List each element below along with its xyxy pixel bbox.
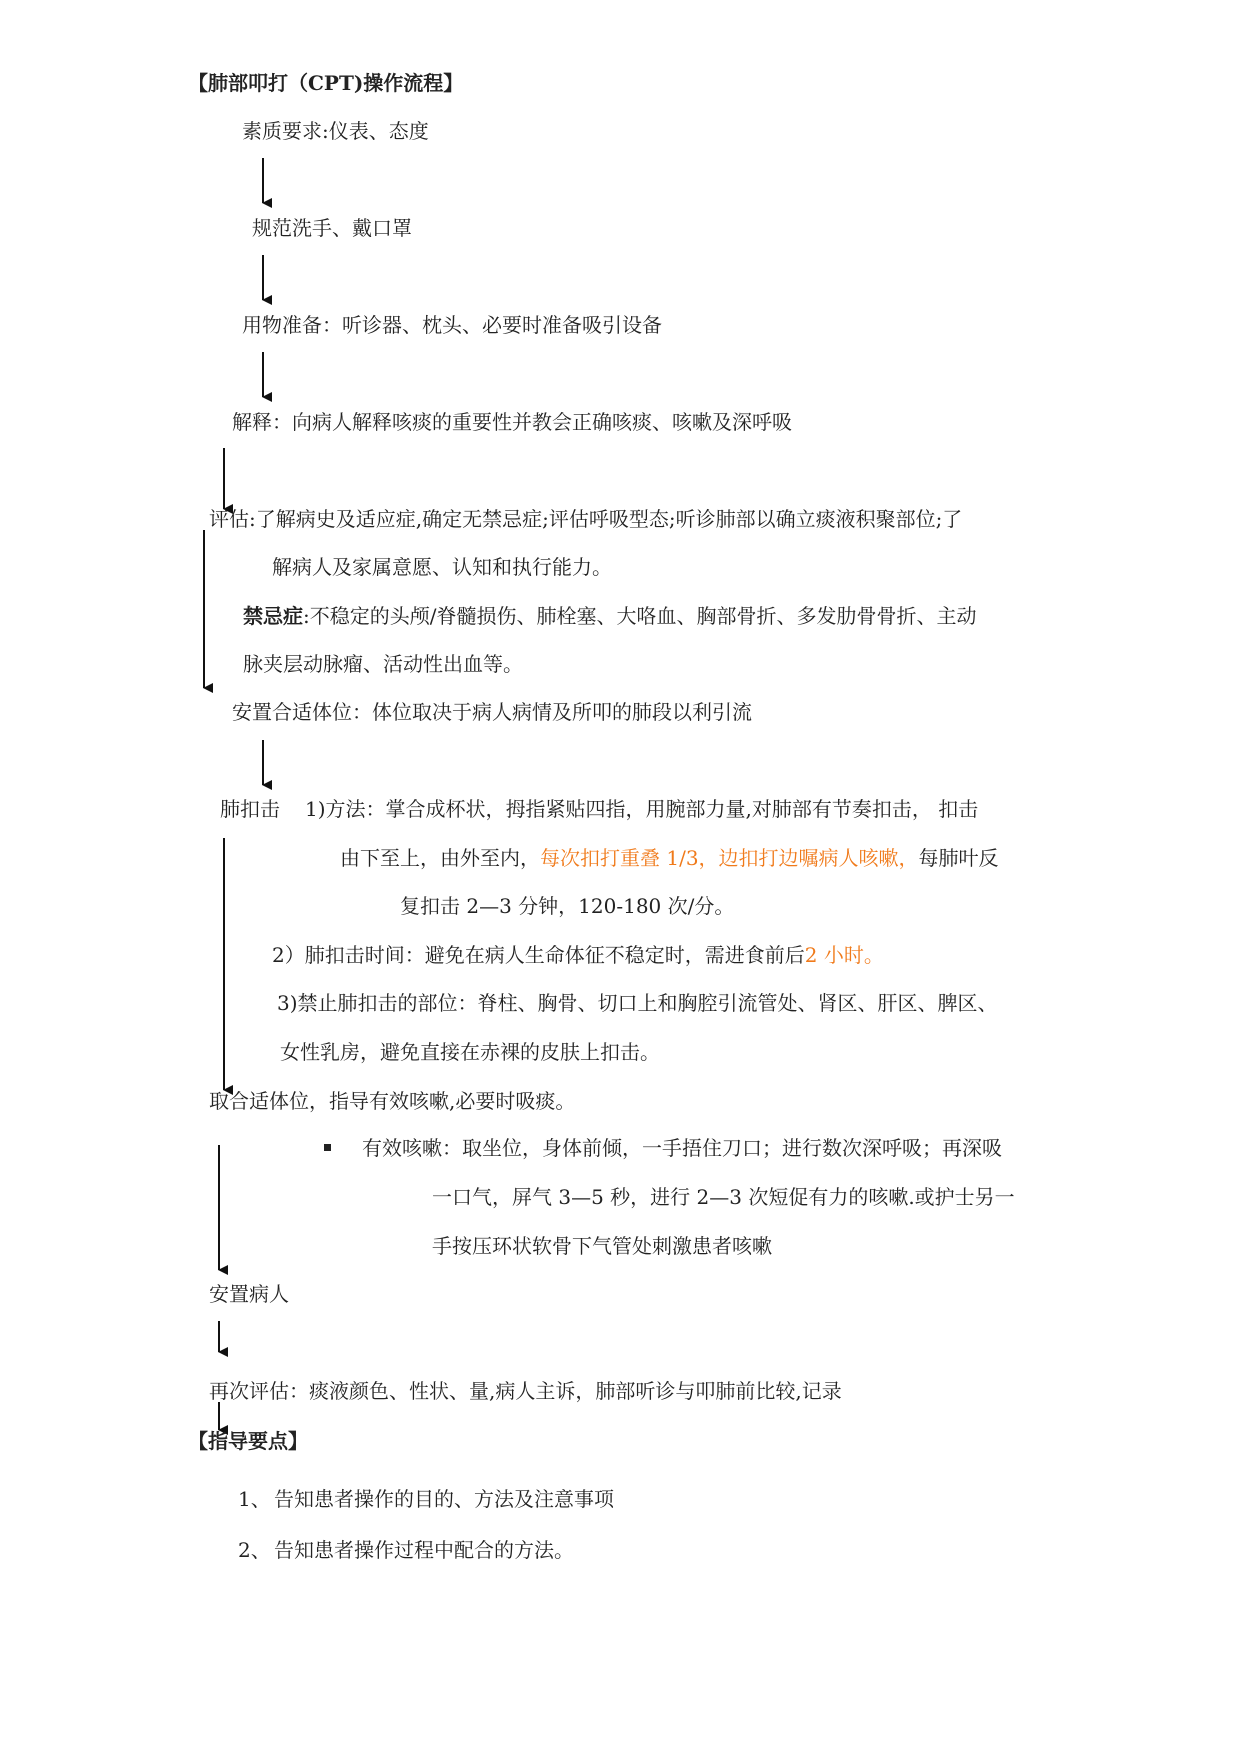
cough-line1: 有效咳嗽：取坐位，身体前倾，一手捂住刀口；进行数次深呼吸；再深吸 <box>362 1136 1002 1160</box>
guide-item-1: 告知患者操作的目的、方法及注意事项 <box>274 1487 614 1511</box>
method-line2 <box>340 846 999 870</box>
cough-line2: 一口气，屏气 3—5 秒，进行 2—3 次短促有力的咳嗽.或护士另一 <box>432 1185 1015 1209</box>
method-line3: 复扣击 2—3 分钟，120-180 次/分。 <box>400 894 735 918</box>
timing-text: 2）肺扣击时间：避免在病人生命体征不稳定时，需进食前后 <box>272 943 805 967</box>
guide-title: 【指导要点】 <box>188 1429 308 1453</box>
method-line2-a: 由下至上，由外至内， <box>340 846 540 870</box>
step-assess-line2: 解病人及家属意愿、认知和执行能力。 <box>272 555 612 579</box>
method-highlight: 每次扣打重叠 1/3，边扣打边嘱病人咳嗽， <box>540 846 919 870</box>
timing-line <box>272 943 884 967</box>
contraindications-line1 <box>243 604 976 628</box>
step-reassess: 再次评估：痰液颜色、性状、量,病人主诉，肺部听诊与叩肺前比较,记录 <box>209 1379 842 1403</box>
step-quality: 素质要求:仪表、态度 <box>242 119 429 143</box>
step-handwash: 规范洗手、戴口罩 <box>252 216 412 240</box>
contraindications-label: 禁忌症 <box>243 604 303 628</box>
step-position: 安置合适体位：体位取决于病人病情及所叩的肺段以利引流 <box>232 700 752 724</box>
timing-highlight: 2 小时。 <box>804 943 884 967</box>
method-line2-c: 每肺叶反 <box>918 846 999 870</box>
forbidden-line1: 3)禁止肺扣击的部位：脊柱、胸骨、切口上和胸腔引流管处、肾区、肝区、脾区、 <box>277 991 998 1015</box>
guide-item-2-num: 2、 <box>238 1538 271 1562</box>
step-assess-line1: 评估:了解病史及适应症,确定无禁忌症;评估呼吸型态;听诊肺部以确立痰液积聚部位;了 <box>209 507 963 531</box>
method-line1: 1)方法：掌合成杯状，拇指紧贴四指，用腕部力量,对肺部有节奏扣击， 扣击 <box>305 797 979 821</box>
step-explain: 解释：向病人解释咳痰的重要性并教会正确咳痰、咳嗽及深呼吸 <box>232 410 792 434</box>
forbidden-line2: 女性乳房，避免直接在赤裸的皮肤上扣击。 <box>280 1040 660 1064</box>
contraindications-text: :不稳定的头颅/脊髓损伤、肺栓塞、大咯血、胸部骨折、多发肋骨骨折、主动 <box>303 604 977 628</box>
step-cough: 取合适体位，指导有效咳嗽,必要时吸痰。 <box>209 1089 576 1113</box>
bullet-icon <box>324 1144 331 1151</box>
cough-line3: 手按压环状软骨下气管处刺激患者咳嗽 <box>432 1234 772 1258</box>
contraindications-line2: 脉夹层动脉瘤、活动性出血等。 <box>243 652 523 676</box>
page-title: 【肺部叩打（CPT)操作流程】 <box>188 71 464 95</box>
step-supplies: 用物准备：听诊器、枕头、必要时准备吸引设备 <box>242 313 662 337</box>
guide-item-2: 告知患者操作过程中配合的方法。 <box>274 1538 574 1562</box>
guide-item-1-num: 1、 <box>238 1487 271 1511</box>
step-settle: 安置病人 <box>209 1282 289 1306</box>
step-percussion-label: 肺扣击 <box>220 797 280 821</box>
